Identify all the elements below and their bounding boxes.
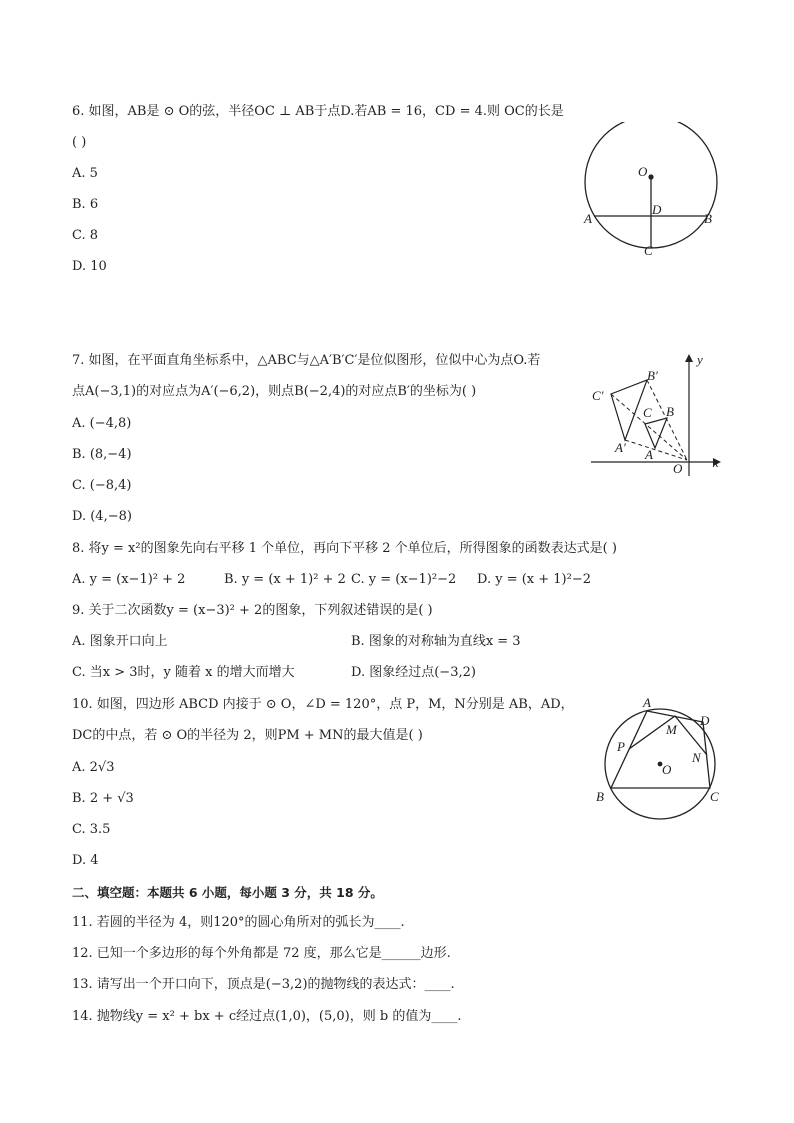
q7-label-x: x <box>713 455 719 470</box>
q10-option-c: C. 3.5 <box>72 822 111 837</box>
q10-label-c: C <box>710 789 719 804</box>
q7-option-c: C. (−8,4) <box>72 478 132 493</box>
q6-stem-line1: 6. 如图，AB是 ⊙ O的弦，半径OC ⊥ AB于点D.若AB = 16，CD = 4.则 OC的长是 <box>72 104 564 119</box>
q6-option-d: D. 10 <box>72 259 107 274</box>
q9-stem: 9. 关于二次函数y = (x−3)² + 2的图象，下列叙述错误的是( ) <box>72 603 433 618</box>
q7-label-b: B <box>666 404 674 419</box>
q14: 14. 抛物线y = x² + bx + c经过点(1,0)，(5,0)，则 b 的值为____. <box>72 1009 462 1024</box>
q10-stem-line2: DC的中点，若 ⊙ O的半径为 2，则PM + MN的最大值是( ) <box>72 728 423 743</box>
q6-label-d: D <box>652 202 662 217</box>
q7-option-d: D. (4,−8) <box>72 509 132 524</box>
q10-option-d: D. 4 <box>72 853 99 868</box>
q7-stem-line1: 7. 如图，在平面直角坐标系中，△ABC与△A′B′C′是位似图形，位似中心为点O.若 <box>72 353 541 368</box>
q8-option-d: D. y = (x + 1)²−2 <box>477 572 592 587</box>
q10-stem-line1: 10. 如图，四边形 ABCD 内接于 ⊙ O，∠D = 120°，点 P，M，N分别是 AB，AD， <box>72 697 574 712</box>
q6-option-b: B. 6 <box>72 197 99 212</box>
q9-option-a: A. 图象开口向上 <box>72 634 168 649</box>
q6-label-c: C <box>644 243 653 258</box>
q10-option-a: A. 2√3 <box>72 760 115 775</box>
q10-label-a: A <box>643 695 651 710</box>
q13: 13. 请写出一个开口向下，顶点是(−3,2)的抛物线的表达式：____. <box>72 977 455 992</box>
q7-option-b: B. (8,−4) <box>72 447 132 462</box>
q9-option-d: D. 图象经过点(−3,2) <box>351 665 476 680</box>
q10-label-m: M <box>666 722 677 737</box>
q6-label-o: O <box>638 164 648 179</box>
q9-option-c: C. 当x > 3时，y 随着 x 的增大而增大 <box>72 665 295 680</box>
q6-label-b: B <box>704 211 712 226</box>
q10-label-d: D <box>700 713 710 728</box>
q6-stem-line2: ( ) <box>72 135 87 150</box>
q10-label-p: P <box>617 739 625 754</box>
q6-option-c: C. 8 <box>72 228 99 243</box>
q8-option-b: B. y = (x + 1)² + 2 <box>224 572 346 587</box>
q10-option-b: B. 2 + √3 <box>72 791 134 806</box>
q6-circle-figure <box>578 122 728 262</box>
q11: 11. 若圆的半径为 4，则120°的圆心角所对的弧长为____. <box>72 915 405 930</box>
q8-option-a: A. y = (x−1)² + 2 <box>72 572 186 587</box>
q10-cyclic-quadrilateral-figure <box>590 694 732 822</box>
section-heading-fill-blank: 二、填空题：本题共 6 小题，每小题 3 分，共 18 分。 <box>72 885 383 900</box>
q8-stem: 8. 将y = x²的图象先向右平移 1 个单位，再向下平移 2 个单位后，所得图象的函数表达式是( ) <box>72 541 617 556</box>
q7-label-a-prime: A′ <box>615 440 626 455</box>
q7-stem-line2: 点A(−3,1)的对应点为A′(−6,2)，则点B(−2,4)的对应点B′的坐标为( ) <box>72 384 477 399</box>
q9-option-b: B. 图象的对称轴为直线x = 3 <box>351 634 521 649</box>
q7-label-c: C <box>643 405 652 420</box>
q6-label-a: A <box>584 211 592 226</box>
q7-label-o: O <box>673 461 683 476</box>
q7-label-y: y <box>697 352 703 367</box>
q6-option-a: A. 5 <box>72 166 98 181</box>
q7-label-c-prime: C′ <box>592 388 604 403</box>
q10-label-n: N <box>692 750 701 765</box>
q7-option-a: A. (−4,8) <box>72 416 132 431</box>
q7-coordinate-figure <box>585 346 725 480</box>
q12: 12. 已知一个多边形的每个外角都是 72 度，那么它是______边形. <box>72 946 451 961</box>
q10-label-b: B <box>596 789 604 804</box>
q7-label-a: A <box>645 447 653 462</box>
q8-option-c: C. y = (x−1)²−2 <box>351 572 457 587</box>
q7-label-b-prime: B′ <box>647 368 658 383</box>
q10-label-o: O <box>662 762 672 777</box>
